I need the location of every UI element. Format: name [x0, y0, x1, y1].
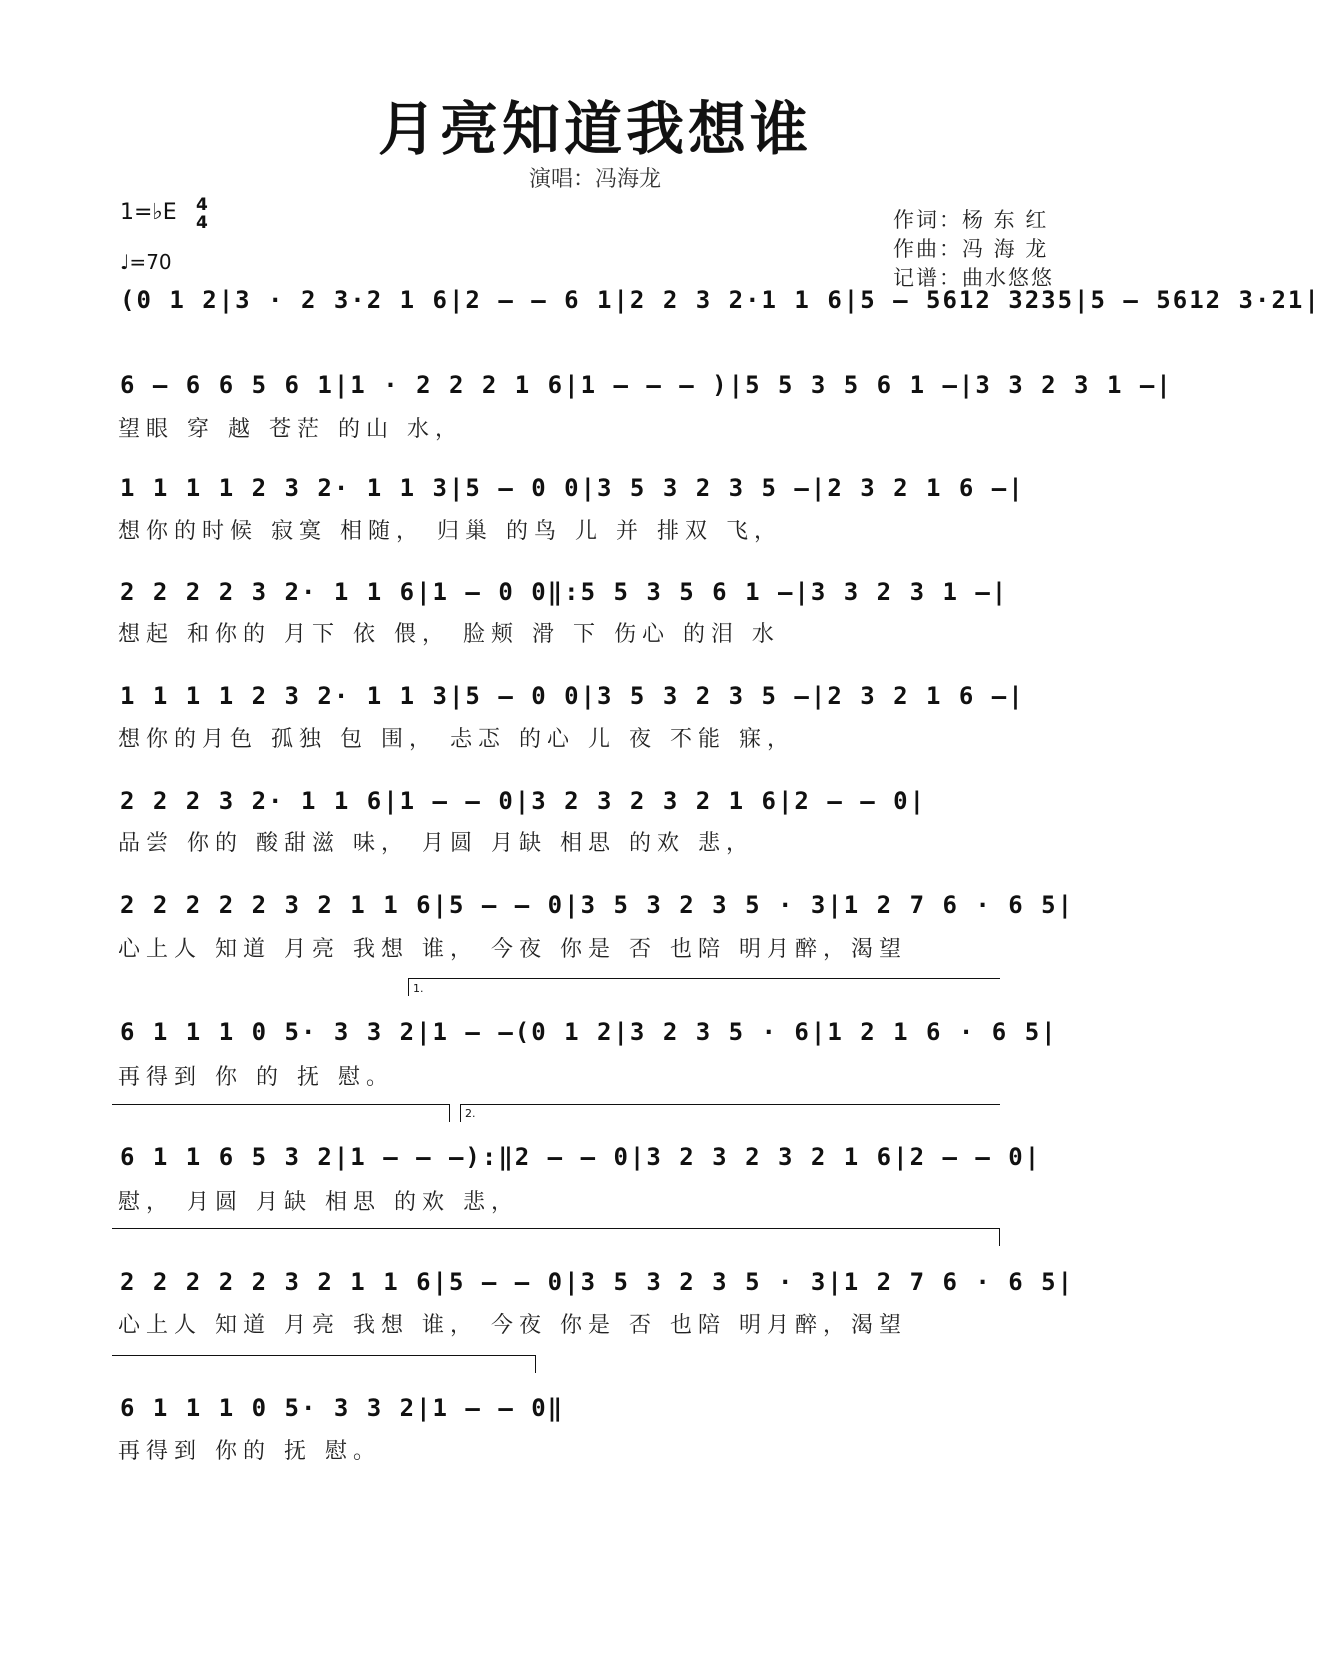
second-ending-final-tick	[535, 1355, 536, 1373]
notation-system-8: 6 1 1 1 0 5· 3 3 2|1 – –(0 1 2|3 2 3 5 · 6|1 2 1 6 · 6 5|	[120, 1018, 1058, 1046]
time-signature-bottom: 4	[196, 213, 208, 233]
lyrics-line-7: 心上人 知道 月亮 我想 谁， 今夜 你是 否 也陪 明月醉，渴望	[118, 937, 907, 962]
key-signature: 1=♭E	[120, 200, 177, 225]
notation-system-7: 2 2 2 2 2 3 2 1 1 6|5 – – 0|3 5 3 2 3 5 · 3|1 2 7 6 · 6 5|	[120, 891, 1075, 919]
first-ending-tick	[408, 978, 409, 996]
lyrics-line-9: 慰， 月圆 月缺 相思 的欢 悲，	[118, 1190, 519, 1215]
lyrics-line-6: 品尝 你的 酸甜滋 味， 月圆 月缺 相思 的欢 悲，	[118, 831, 754, 856]
transcriber-credit: 记谱：曲水悠悠	[893, 266, 1054, 290]
second-ending-bracket	[460, 1104, 1000, 1105]
second-ending-continuation	[112, 1228, 1000, 1229]
notation-system-9: 6 1 1 6 5 3 2|1 – – –):‖2 – – 0|3 2 3 2 3 2 1 6|2 – – 0|	[120, 1143, 1042, 1171]
notation-system-1: (0 1 2|3 · 2 3·2 1 6|2 – – 6 1|2 2 3 2·1 1 6|5 – 5612 3235|5 – 5612 3·21|	[120, 286, 1321, 314]
lyrics-line-11: 再得到 你的 抚 慰。	[118, 1439, 381, 1464]
singer-credit: 演唱：冯海龙	[528, 167, 661, 192]
first-ending-end-tick	[449, 1104, 450, 1122]
notation-system-2: 6 – 6 6 5 6 1|1 · 2 2 2 1 6|1 – – – )|5 5 3 5 6 1 –|3 3 2 3 1 –|	[120, 371, 1173, 399]
second-ending-label: 2.	[465, 1107, 476, 1120]
time-signature	[196, 196, 208, 232]
notation-system-5: 1 1 1 1 2 3 2· 1 1 3|5 – 0 0|3 5 3 2 3 5 –|2 3 2 1 6 –|	[120, 682, 1025, 710]
lyrics-line-3: 想你的时候 寂寞 相随， 归巢 的鸟 儿 并 排双 飞，	[118, 519, 782, 544]
lyrics-line-8: 再得到 你 的 抚 慰。	[118, 1065, 394, 1090]
lyrics-line-4: 想起 和你的 月下 依 偎， 脸颊 滑 下 伤心 的泪 水	[118, 622, 780, 647]
composer-credit: 作曲：冯 海 龙	[893, 237, 1049, 261]
first-ending-continuation	[112, 1104, 450, 1105]
first-ending-bracket	[408, 978, 1000, 979]
time-signature-top: 4	[196, 195, 208, 215]
second-ending-final	[112, 1355, 536, 1356]
tempo-marking: ♩=70	[120, 250, 172, 274]
song-title: 月亮知道我想谁	[377, 95, 812, 163]
notation-system-11: 6 1 1 1 0 5· 3 3 2|1 – – 0‖	[120, 1394, 565, 1422]
lyrics-line-10: 心上人 知道 月亮 我想 谁， 今夜 你是 否 也陪 明月醉，渴望	[118, 1313, 907, 1338]
second-ending-tick	[460, 1104, 461, 1122]
notation-system-3: 1 1 1 1 2 3 2· 1 1 3|5 – 0 0|3 5 3 2 3 5 –|2 3 2 1 6 –|	[120, 474, 1025, 502]
notation-system-6: 2 2 2 3 2· 1 1 6|1 – – 0|3 2 3 2 3 2 1 6|2 – – 0|	[120, 787, 927, 815]
notation-system-10: 2 2 2 2 2 3 2 1 1 6|5 – – 0|3 5 3 2 3 5 · 3|1 2 7 6 · 6 5|	[120, 1268, 1075, 1296]
first-ending-label: 1.	[413, 982, 424, 995]
lyrics-line-5: 想你的月色 孤独 包 围， 忐忑 的心 儿 夜 不能 寐，	[118, 727, 795, 752]
second-ending-continuation-tick	[999, 1228, 1000, 1246]
lyricist-credit: 作词：杨 东 红	[893, 208, 1049, 232]
notation-system-4: 2 2 2 2 3 2· 1 1 6|1 – 0 0‖:5 5 3 5 6 1 –|3 3 2 3 1 –|	[120, 578, 1009, 606]
lyrics-line-2: 望眼 穿 越 苍茫 的山 水，	[118, 417, 463, 442]
